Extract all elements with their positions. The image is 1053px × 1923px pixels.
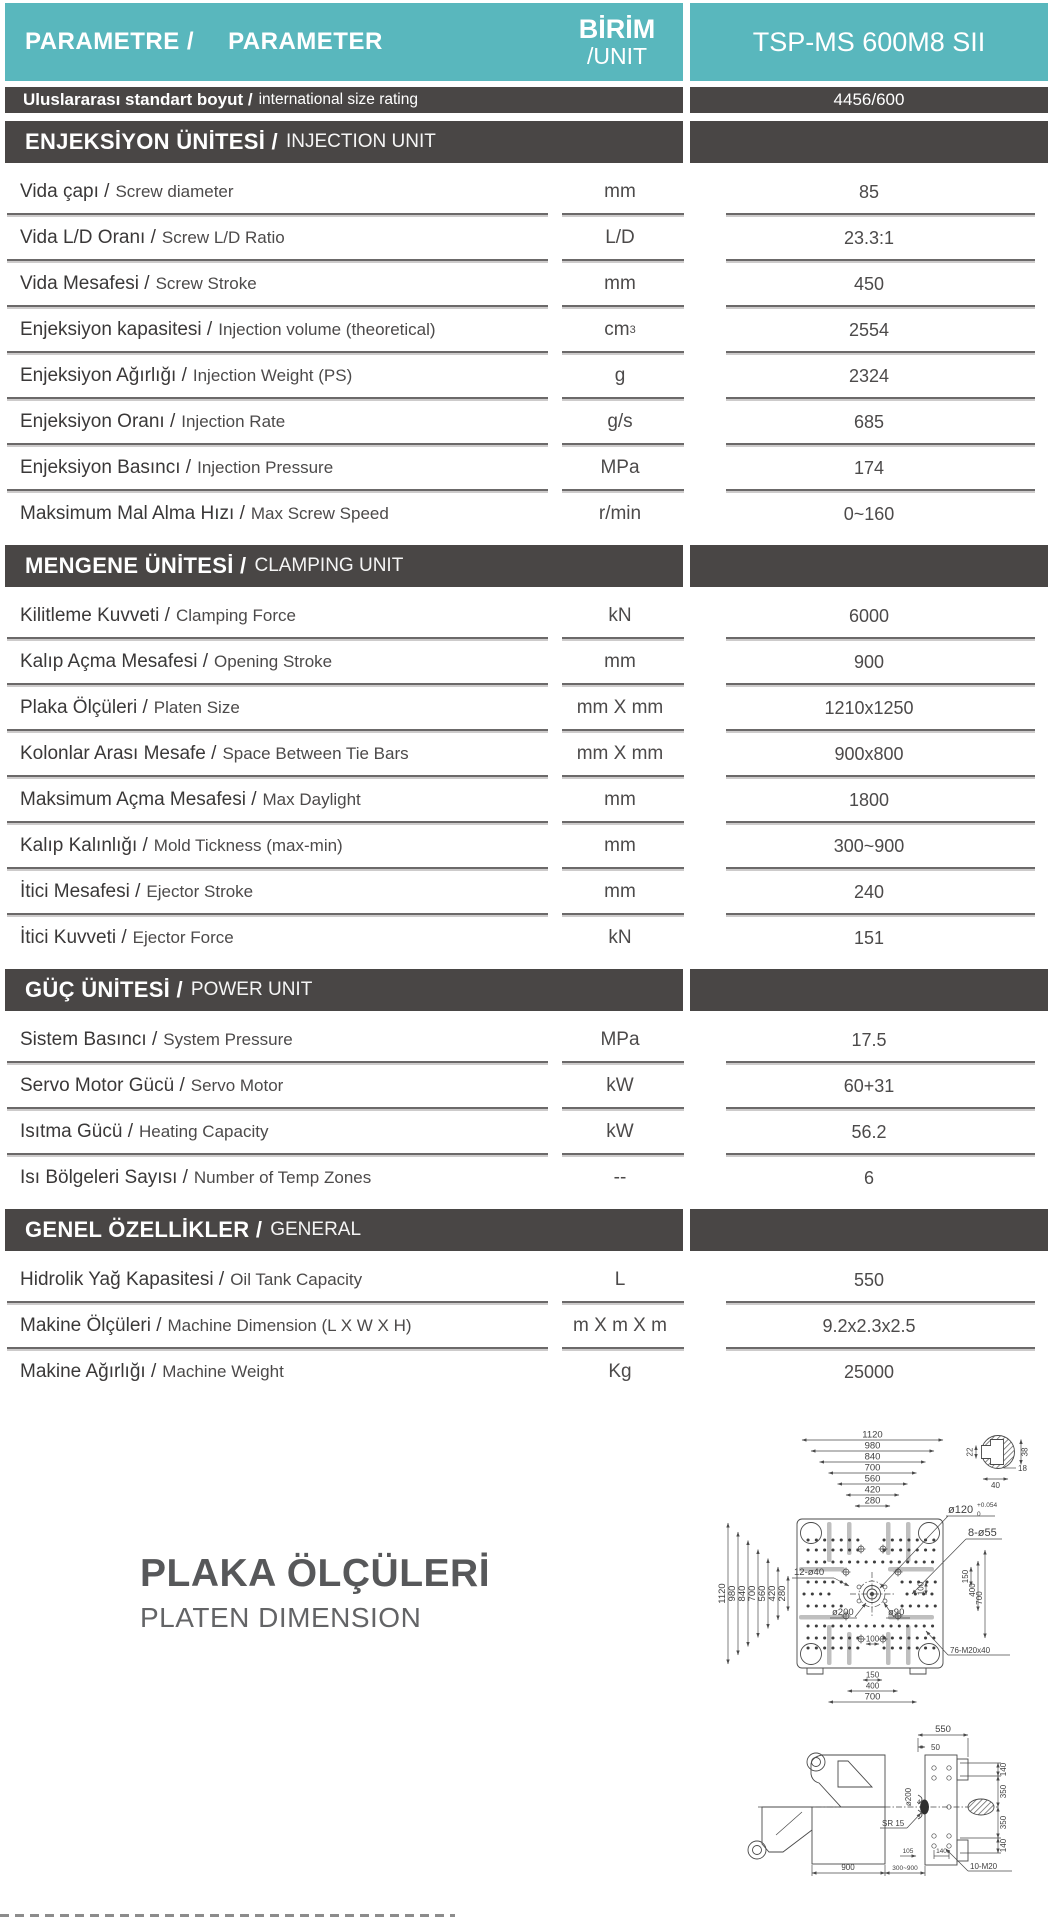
param-name-en: Max Screw Speed bbox=[250, 504, 389, 523]
tslot-dim-40: 40 bbox=[991, 1481, 1000, 1490]
bolt-circle-label: 12-ø40 bbox=[794, 1567, 825, 1578]
spec-value: 2554 bbox=[690, 307, 1048, 353]
param-name-en: Clamping Force bbox=[175, 606, 296, 625]
param-name-tr: İtici Kuvveti / bbox=[20, 927, 127, 948]
param-name-en: System Pressure bbox=[163, 1030, 293, 1049]
spec-row-heating-capacity bbox=[5, 1109, 1048, 1155]
section-title-en: GENERAL bbox=[270, 1219, 362, 1240]
unit-heading-en: /UNIT bbox=[586, 43, 648, 70]
spec-unit: r/min bbox=[598, 503, 642, 524]
locating-ring-diameter-label: ø120 bbox=[948, 1504, 974, 1516]
section-title-en: CLAMPING UNIT bbox=[254, 555, 404, 576]
spec-row-ld-ratio bbox=[5, 215, 1048, 261]
param-name-en: Injection Pressure bbox=[197, 458, 334, 477]
spec-unit: g/s bbox=[550, 399, 690, 445]
spec-row-injection-weight bbox=[5, 353, 1048, 399]
spherical-radius-label: SR 15 bbox=[882, 1819, 905, 1828]
spec-unit: kW bbox=[550, 1109, 690, 1155]
spec-row-tie-bar-space bbox=[5, 731, 1048, 777]
dim-label: 840 bbox=[864, 1451, 881, 1463]
spec-value: 9.2x2.3x2.5 bbox=[690, 1303, 1048, 1349]
spec-row-temp-zones bbox=[5, 1155, 1048, 1201]
table-header-row bbox=[5, 3, 1048, 81]
spec-value: 60+31 bbox=[690, 1063, 1048, 1109]
spec-unit: kN bbox=[608, 927, 632, 948]
spec-unit: mm bbox=[550, 823, 690, 869]
size-rating-label-tr: Uluslararası standart boyut / bbox=[23, 90, 253, 109]
dim-label: 980 bbox=[864, 1440, 881, 1452]
d200-label: ø200 bbox=[832, 1607, 854, 1618]
param-name-tr: Enjeksiyon Ağırlığı / bbox=[20, 365, 187, 386]
tapped-holes-label: 10-M20 bbox=[970, 1862, 998, 1871]
param-name-en: Opening Stroke bbox=[213, 652, 333, 671]
spec-value: 900x800 bbox=[690, 731, 1048, 777]
spec-value: 17.5 bbox=[690, 1017, 1048, 1063]
spec-unit: g bbox=[550, 353, 690, 399]
param-name-en: Number of Temp Zones bbox=[193, 1168, 372, 1187]
spec-unit: mm bbox=[550, 639, 690, 685]
fixed-platen-side bbox=[918, 1755, 994, 1865]
spec-unit: mm X mm bbox=[550, 731, 690, 777]
section-title-tr: GÜÇ ÜNİTESİ / bbox=[25, 977, 183, 1002]
section-title-tr: ENJEKSİYON ÜNİTESİ / bbox=[25, 129, 278, 154]
param-name-en: Oil Tank Capacity bbox=[230, 1270, 363, 1289]
spec-unit: kW bbox=[550, 1063, 690, 1109]
param-name-tr: Maksimum Mal Alma Hızı / bbox=[20, 503, 245, 524]
spec-unit: cm 3 bbox=[550, 307, 690, 353]
spec-value: 2324 bbox=[690, 353, 1048, 399]
spec-row-machine-weight bbox=[5, 1349, 1048, 1395]
size-rating-label-en: international size rating bbox=[258, 91, 418, 108]
param-name-en: Screw Stroke bbox=[155, 274, 257, 293]
spec-value: 450 bbox=[690, 261, 1048, 307]
t-slot-detail bbox=[966, 1436, 1030, 1491]
dim-label: 350 bbox=[999, 1784, 1008, 1799]
spec-unit: mm bbox=[550, 777, 690, 823]
dim-550: 550 bbox=[935, 1724, 951, 1735]
spec-row-injection-volume bbox=[5, 307, 1048, 353]
header-parameter-cell bbox=[5, 3, 683, 81]
dim-label: 150 bbox=[961, 1569, 970, 1584]
spec-value: 25000 bbox=[843, 1361, 895, 1382]
tslot-dim-22: 22 bbox=[965, 1447, 975, 1457]
dim-label: 420 bbox=[864, 1484, 881, 1496]
param-name-tr: Sistem Basıncı / bbox=[20, 1029, 158, 1050]
spec-unit: mm bbox=[550, 169, 690, 215]
spec-row-oil-tank bbox=[5, 1257, 1048, 1303]
dim-label: 700 bbox=[864, 1462, 881, 1474]
section-title-en: INJECTION UNIT bbox=[285, 131, 436, 152]
tslot-dim-18: 18 bbox=[1018, 1464, 1027, 1473]
left-dimension-chain bbox=[717, 1523, 788, 1664]
dim-105: 105 bbox=[902, 1848, 914, 1855]
spec-row-clamping-force bbox=[5, 593, 1048, 639]
param-name-tr: Vida L/D Oranı / bbox=[20, 227, 156, 248]
spec-row-machine-dimension bbox=[5, 1303, 1048, 1349]
spec-unit: mm bbox=[550, 869, 690, 915]
unit-superscript: 3 bbox=[629, 324, 636, 336]
section-header-general bbox=[5, 1209, 1048, 1251]
param-name-tr: Isıtma Gücü / bbox=[20, 1121, 133, 1142]
param-name-en: Injection Rate bbox=[181, 412, 286, 431]
spec-row-injection-rate bbox=[5, 399, 1048, 445]
nozzle-diameter-label: ø200 bbox=[904, 1787, 913, 1807]
spec-unit: mm X mm bbox=[550, 685, 690, 731]
dim-label: 140 bbox=[999, 1762, 1008, 1777]
section-rows-general bbox=[5, 1257, 1048, 1395]
platen-dimension-heading bbox=[140, 1552, 490, 1634]
param-name-tr: Servo Motor Gücü / bbox=[20, 1075, 185, 1096]
d90-label: ø90 bbox=[888, 1607, 905, 1618]
dim-label: 100 bbox=[916, 1581, 926, 1596]
spec-row-max-daylight bbox=[5, 777, 1048, 823]
spec-row-platen-size bbox=[5, 685, 1048, 731]
dim-label: 560 bbox=[757, 1585, 768, 1602]
spec-value: 6 bbox=[863, 1167, 874, 1188]
dim-label: 560 bbox=[864, 1473, 881, 1485]
spec-value: 1800 bbox=[690, 777, 1048, 823]
spec-unit: MPa bbox=[550, 1017, 690, 1063]
param-name-tr: Hidrolik Yağ Kapasitesi / bbox=[20, 1269, 225, 1290]
callout-labels bbox=[792, 1502, 1010, 1655]
param-name-tr: Kilitleme Kuvveti / bbox=[20, 605, 170, 626]
param-name-tr: Enjeksiyon Basıncı / bbox=[20, 457, 192, 478]
dim-900: 900 bbox=[841, 1863, 855, 1872]
section-header-injection-unit bbox=[5, 121, 1048, 163]
spec-value: 56.2 bbox=[690, 1109, 1048, 1155]
dim-label: 100 bbox=[865, 1634, 880, 1644]
spec-value: 1210x1250 bbox=[690, 685, 1048, 731]
spec-value: 85 bbox=[690, 169, 1048, 215]
spec-unit: kN bbox=[550, 593, 690, 639]
dim-label: 700 bbox=[975, 1591, 984, 1605]
dim-label: 280 bbox=[864, 1495, 881, 1507]
spec-row-ejector-force bbox=[5, 915, 1048, 961]
spec-value: 300~900 bbox=[690, 823, 1048, 869]
size-rating-value-cell bbox=[690, 87, 1048, 113]
param-name-tr: Enjeksiyon kapasitesi / bbox=[20, 319, 213, 340]
model-name: TSP-MS 600M8 SII bbox=[752, 26, 986, 57]
param-name-tr: Makine Ağırlığı / bbox=[20, 1361, 157, 1382]
platen-heading-tr: PLAKA ÖLÇÜLERİ bbox=[140, 1552, 491, 1595]
section-title-tr: MENGENE ÜNİTESİ / bbox=[25, 553, 247, 578]
dim-140: 140 bbox=[936, 1848, 947, 1855]
spec-value: 6000 bbox=[690, 593, 1048, 639]
param-name-en: Platen Size bbox=[153, 698, 240, 717]
param-name-tr: Kalıp Açma Mesafesi / bbox=[20, 651, 208, 672]
unit-heading-tr: BİRİM bbox=[578, 14, 656, 44]
param-name-en: Injection volume (theoretical) bbox=[218, 320, 436, 339]
parameter-heading-en: PARAMETER bbox=[228, 28, 383, 55]
param-name-en: Injection Weight (PS) bbox=[192, 366, 353, 385]
tapped-holes-label: 76-M20x40 bbox=[950, 1646, 991, 1655]
spec-row-ejector-stroke bbox=[5, 869, 1048, 915]
spec-row-system-pressure bbox=[5, 1017, 1048, 1063]
spec-row-opening-stroke bbox=[5, 639, 1048, 685]
dim-label: 350 bbox=[999, 1815, 1008, 1830]
param-name-en: Ejector Stroke bbox=[146, 882, 254, 901]
size-rating-row bbox=[5, 87, 1048, 113]
param-name-en: Mold Tickness (max-min) bbox=[153, 836, 343, 855]
tie-bar-hole-label: 8-ø55 bbox=[968, 1527, 997, 1539]
param-name-en: Machine Dimension (L X W X H) bbox=[167, 1316, 412, 1335]
section-header-clamping-unit bbox=[5, 545, 1048, 587]
param-name-tr: Plaka Ölçüleri / bbox=[20, 697, 148, 718]
param-name-tr: Vida Mesafesi / bbox=[20, 273, 150, 294]
section-header-power-unit bbox=[5, 969, 1048, 1011]
param-name-en: Ejector Force bbox=[132, 928, 234, 947]
dim-label: 150 bbox=[865, 1670, 880, 1680]
spec-row-servo-motor bbox=[5, 1063, 1048, 1109]
platen-outline bbox=[797, 1519, 943, 1674]
param-name-en: Screw diameter bbox=[115, 182, 234, 201]
dim-label: 840 bbox=[737, 1585, 748, 1602]
top-dimension-chain bbox=[802, 1430, 943, 1507]
spec-value: 151 bbox=[853, 927, 885, 948]
size-rating-label-cell bbox=[5, 87, 683, 113]
spec-value: 900 bbox=[690, 639, 1048, 685]
param-name-en: Machine Weight bbox=[162, 1362, 284, 1381]
size-rating-value: 4456/600 bbox=[833, 90, 905, 109]
spec-unit: m X m X m bbox=[550, 1303, 690, 1349]
dim-label: 420 bbox=[767, 1585, 778, 1602]
spec-row-mold-thickness bbox=[5, 823, 1048, 869]
spec-unit: MPa bbox=[550, 445, 690, 491]
spec-value: 240 bbox=[690, 869, 1048, 915]
right-dimension-chain bbox=[961, 1550, 985, 1638]
spec-unit: mm bbox=[550, 261, 690, 307]
param-name-en: Servo Motor bbox=[190, 1076, 284, 1095]
dim-label: 1120 bbox=[862, 1429, 883, 1441]
param-name-en: Screw L/D Ratio bbox=[161, 228, 285, 247]
param-name-tr: Vida çapı / bbox=[20, 181, 110, 202]
dim-50: 50 bbox=[931, 1743, 940, 1752]
spec-unit: Kg bbox=[608, 1361, 632, 1382]
dim-4: 4 bbox=[917, 1799, 921, 1806]
spec-row-screw-diameter bbox=[5, 169, 1048, 215]
section-rows-clamping bbox=[5, 593, 1048, 961]
platen-side-view-drawing bbox=[550, 1705, 1053, 1915]
platen-front-view-drawing bbox=[680, 1422, 1053, 1714]
param-name-en: Space Between Tie Bars bbox=[222, 744, 409, 763]
parameter-heading bbox=[25, 28, 383, 56]
dim-label: 280 bbox=[777, 1585, 788, 1602]
dim-label: 140 bbox=[999, 1838, 1008, 1853]
param-name-tr: Kolonlar Arası Mesafe / bbox=[20, 743, 217, 764]
dim-label: 400 bbox=[968, 1583, 977, 1597]
param-name-tr: Kalıp Kalınlığı / bbox=[20, 835, 148, 856]
param-name-en: Heating Capacity bbox=[138, 1122, 269, 1141]
section-rows-power bbox=[5, 1017, 1048, 1201]
spec-row-max-screw-speed bbox=[5, 491, 1048, 537]
dim-label: 700 bbox=[747, 1585, 758, 1602]
parameter-heading-tr: PARAMETRE / bbox=[25, 28, 195, 55]
spec-unit: L bbox=[550, 1257, 690, 1303]
param-name-tr: Isı Bölgeleri Sayısı / bbox=[20, 1167, 188, 1188]
platen-heading-en: PLATEN DIMENSION bbox=[140, 1602, 422, 1633]
section-title-tr: GENEL ÖZELLİKLER / bbox=[25, 1217, 263, 1242]
param-name-tr: İtici Mesafesi / bbox=[20, 881, 141, 902]
spec-table bbox=[5, 3, 1048, 1395]
tslot-dim-38: 38 bbox=[1020, 1447, 1030, 1457]
spec-value: 174 bbox=[690, 445, 1048, 491]
section-rows-injection bbox=[5, 169, 1048, 537]
spec-value: 685 bbox=[690, 399, 1048, 445]
dim-label: 980 bbox=[727, 1585, 738, 1602]
bottom-dashed-divider bbox=[0, 1914, 455, 1917]
section-title-en: POWER UNIT bbox=[190, 979, 313, 1000]
unit-heading bbox=[551, 15, 683, 69]
tolerance-upper-label: +0.054 bbox=[977, 1502, 998, 1509]
param-name-tr: Enjeksiyon Oranı / bbox=[20, 411, 176, 432]
param-name-en: Max Daylight bbox=[262, 790, 361, 809]
spec-row-screw-stroke bbox=[5, 261, 1048, 307]
spec-value: 23.3:1 bbox=[690, 215, 1048, 261]
spec-unit: -- bbox=[613, 1167, 627, 1188]
param-name-tr: Makine Ölçüleri / bbox=[20, 1315, 162, 1336]
dim-label: 400 bbox=[865, 1681, 880, 1691]
dim-300-900: 300~900 bbox=[892, 1865, 918, 1872]
spec-unit: L/D bbox=[550, 215, 690, 261]
tolerance-lower-label: 0 bbox=[977, 1511, 981, 1518]
spec-row-injection-pressure bbox=[5, 445, 1048, 491]
bottom-dimension-chain bbox=[829, 1671, 917, 1703]
param-name-tr: Maksimum Açma Mesafesi / bbox=[20, 789, 257, 810]
dim-label: 1120 bbox=[717, 1583, 728, 1604]
model-name-cell bbox=[690, 3, 1048, 81]
machine-body-outline bbox=[748, 1753, 885, 1864]
dim-label: 700 bbox=[864, 1691, 881, 1703]
spec-value: 550 bbox=[690, 1257, 1048, 1303]
spec-value: 0~160 bbox=[843, 503, 895, 524]
